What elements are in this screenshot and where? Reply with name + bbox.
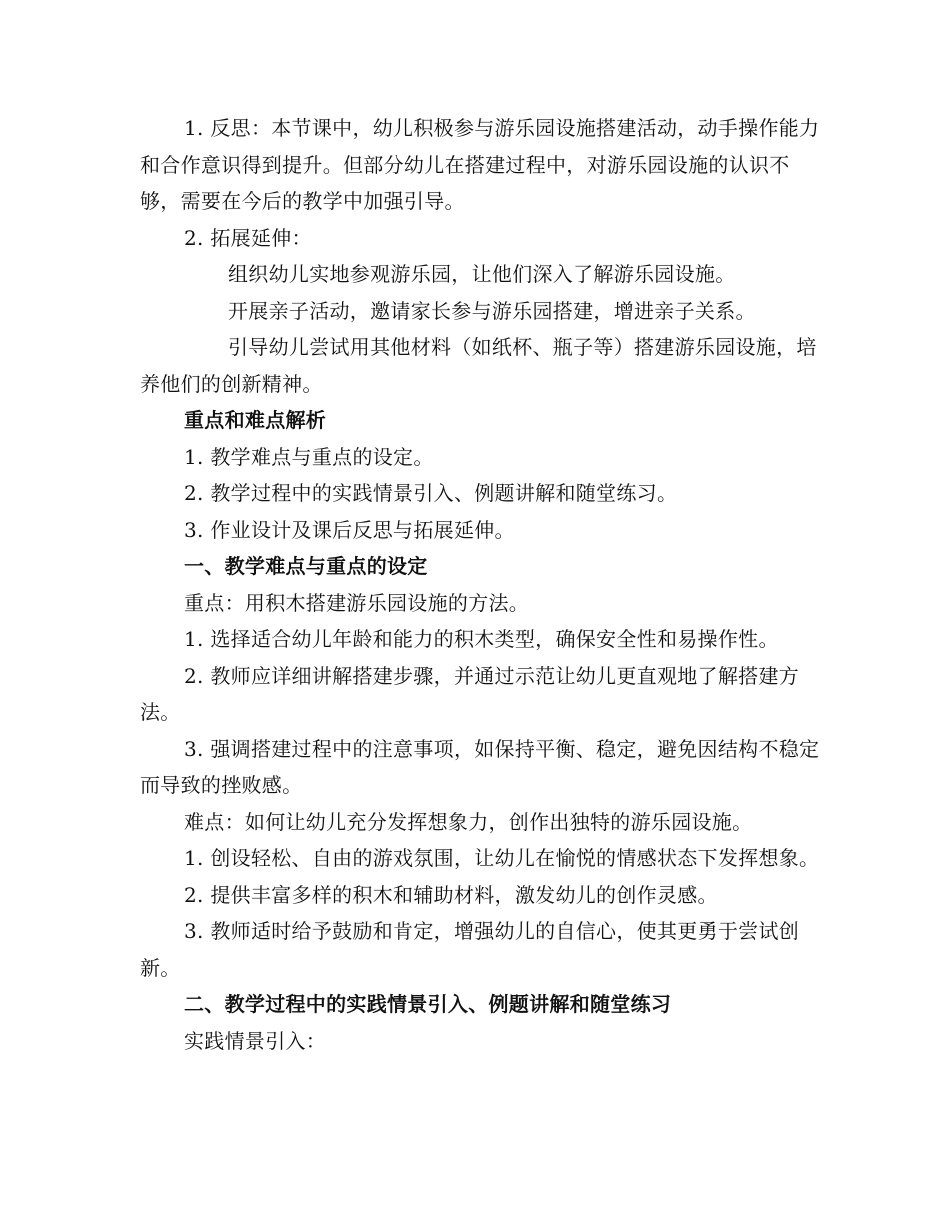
paragraph-reflection: 1. 反思：本节课中，幼儿积极参与游乐园设施搭建活动，动手操作能力和合作意识得到提升。但部分幼儿在搭建过程中，对游乐园设施的认识不够，需要在今后的教学中加强引导。 xyxy=(140,116,820,213)
paragraph-extension-item-1: 组织幼儿实地参观游乐园，让他们深入了解游乐园设施。 xyxy=(228,262,736,286)
list-item: 2. 提供丰富多样的积木和辅助材料，激发幼儿的创作灵感。 xyxy=(184,882,718,907)
list-item: 1. 选择适合幼儿年龄和能力的积木类型，确保安全性和易操作性。 xyxy=(184,627,779,651)
paragraph-key-point: 重点：用积木搭建游乐园设施的方法。 xyxy=(184,590,530,615)
list-item: 3. 强调搭建过程中的注意事项，如保持平衡、稳定，避免因结构不稳定而导致的挫败感。 xyxy=(140,736,820,797)
section-heading-two: 二、教学过程中的实践情景引入、例题讲解和随堂练习 xyxy=(184,992,672,1016)
list-item: 1. 创设轻松、自由的游戏氛围，让幼儿在愉悦的情感状态下发挥想象。 xyxy=(184,846,820,870)
list-item: 2. 教师应详细讲解搭建步骤，并通过示范让幼儿更直观地了解搭建方法。 xyxy=(140,663,800,724)
section-heading-key-points: 重点和难点解析 xyxy=(184,408,327,432)
paragraph-practice-intro: 实践情景引入： xyxy=(184,1028,327,1053)
paragraph-extension-item-3: 引导幼儿尝试用其他材料（如纸杯、瓶子等）搭建游乐园设施，培养他们的创新精神。 xyxy=(140,335,817,396)
paragraph-extension-heading: 2. 拓展延伸： xyxy=(184,225,312,250)
section-heading-one: 一、教学难点与重点的设定 xyxy=(184,554,428,578)
list-item: 3. 作业设计及课后反思与拓展延伸。 xyxy=(184,517,515,542)
document-body xyxy=(140,110,820,1059)
list-item: 3. 教师适时给予鼓励和肯定，增强幼儿的自信心，使其更勇于尝试创新。 xyxy=(140,919,800,980)
paragraph-difficulty: 难点：如何让幼儿充分发挥想象力，创作出独特的游乐园设施。 xyxy=(184,809,753,834)
list-item: 2. 教学过程中的实践情景引入、例题讲解和随堂练习。 xyxy=(184,481,678,505)
list-item: 1. 教学难点与重点的设定。 xyxy=(184,444,434,469)
paragraph-extension-item-2: 开展亲子活动，邀请家长参与游乐园搭建，增进亲子关系。 xyxy=(228,298,756,323)
